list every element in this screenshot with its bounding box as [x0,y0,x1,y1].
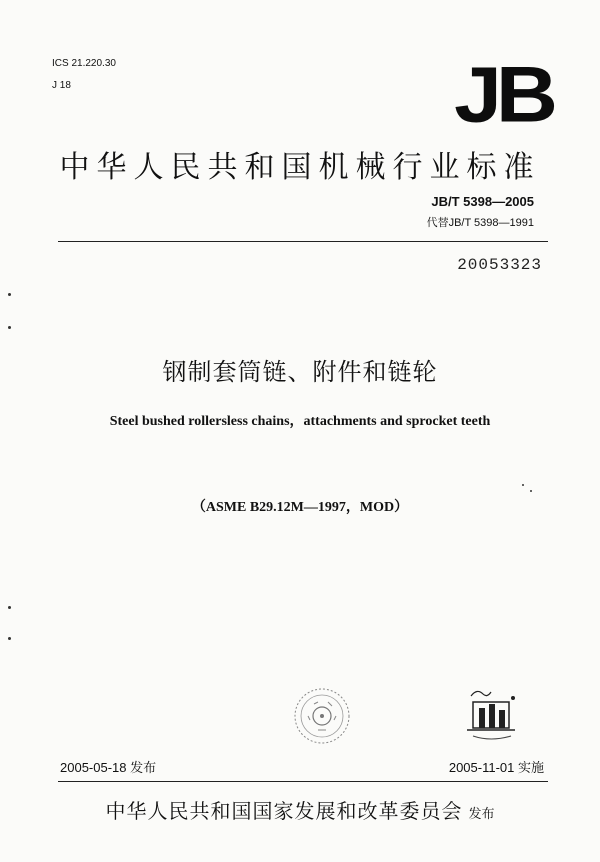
implementation-date: 2005-11-01 实施 [448,760,544,775]
adoption-reference: （ASME B29.12M—1997，MOD） [191,500,409,515]
document-title-en: Steel bushed rollersless chains，attachments and sprocket teeth [109,414,491,429]
publisher-emblem-icon [465,686,521,748]
scan-speck [8,293,11,296]
scan-speck [8,606,11,609]
header-divider [58,241,548,242]
replaces-standard: 代替JB/T 5398—1991 [426,217,534,229]
publish-label: 发布 [468,807,495,822]
scan-speck [522,484,524,486]
publisher-name: 中华人民共和国国家发展和改革委员会 [105,799,463,823]
footer-divider [58,781,548,782]
scan-speck [8,326,11,329]
document-title-cn: 钢制套筒链、附件和链轮 [162,358,438,386]
serial-number-stamp: 20053323 [457,256,542,274]
standard-number: JB/T 5398—2005 [431,194,534,209]
ccs-code: J 18 [52,80,71,91]
ics-code: ICS 21.220.30 [52,58,116,69]
issue-date: 2005-05-18 发布 [60,760,157,775]
scan-speck [8,637,11,640]
scan-speck [530,490,532,492]
publisher-line [0,795,600,824]
official-seal-icon [292,686,352,750]
standard-category-title: 中华人民共和国机械行业标准 [59,150,541,185]
jb-logo: JB [454,50,552,139]
